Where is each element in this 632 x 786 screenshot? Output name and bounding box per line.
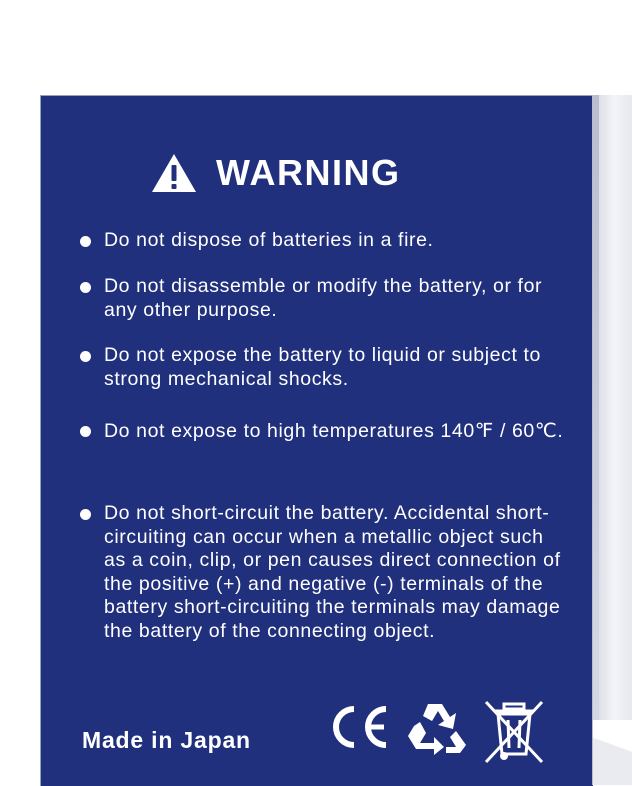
recycle-icon xyxy=(406,700,468,756)
bullet xyxy=(80,509,91,520)
bullet xyxy=(80,236,91,247)
warning-item-text: Do not expose to high temperatures 140℉ / 60℃. xyxy=(104,420,564,442)
certification-marks xyxy=(320,698,552,770)
bullet xyxy=(80,351,91,362)
warning-item-text: Do not short-circuit the battery. Accidental short-circuiting can occur when a metallic object such as a coin, clip, or pen causes direct connection of the positive (+) and negative (-) terminals of the battery short-circuiting the terminals may damage the battery of the connecting object. xyxy=(104,502,561,642)
made-in-label: Made in Japan xyxy=(82,727,251,753)
weee-crossed-bin-icon xyxy=(482,698,546,766)
warning-title: WARNING xyxy=(216,152,401,193)
warning-item-text: Do not expose the battery to liquid or subject to strong mechanical shocks. xyxy=(104,344,541,390)
bullet xyxy=(80,426,91,437)
ce-mark-icon xyxy=(324,704,392,750)
bullet xyxy=(80,282,91,293)
warning-item-text: Do not dispose of batteries in a fire. xyxy=(104,229,434,251)
warning-item-text: Do not disassemble or modify the battery, or for any other purpose. xyxy=(104,275,543,321)
